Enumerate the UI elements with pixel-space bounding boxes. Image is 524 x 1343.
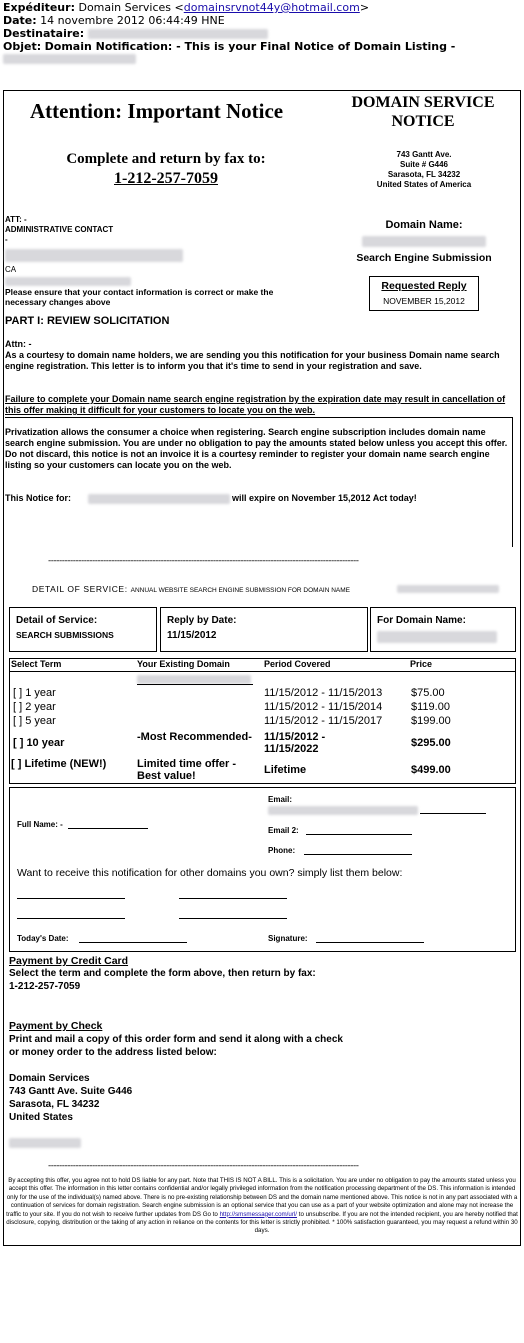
signature-field[interactable] (316, 942, 424, 943)
address-line2: Suite # G446 (399, 160, 449, 169)
redacted-contact-address (5, 249, 183, 262)
redacted-notice-domain (88, 494, 230, 504)
company-address (345, 150, 503, 190)
todays-date-field[interactable] (79, 942, 187, 943)
fax-heading: Complete and return by fax to: (66, 151, 266, 167)
separator-1: ----------------------------------------------------------------------------------------------------------------- (48, 556, 359, 566)
mail-company: Domain Services (9, 1073, 90, 1084)
term-2-year[interactable]: [ ] 2 year (13, 701, 56, 713)
mail-street: 743 Gantt Ave. Suite G446 (9, 1086, 133, 1097)
to-line (3, 27, 84, 40)
header-existing-domain: Your Existing Domain (137, 659, 230, 669)
notice-title-line2: NOTICE (391, 113, 455, 130)
term-10-year[interactable]: [ ] 10 year (13, 737, 65, 749)
para-privatization: Privatization allows the consumer a choice when registering. Search engine subscription includes domain name search engine submission. You are under no obligation to pay the amounts stated below unless you accept this offer. Do not discard, this notice is not an invoice it is a courtesy reminder to register your domain name search engine listing so your customers can locate you on the web. (5, 427, 508, 470)
address-line4: United States of America (376, 180, 472, 189)
requested-reply-date: NOVEMBER 15,2012 (383, 296, 465, 306)
mailing-address (9, 1072, 132, 1124)
attn-line: Attn: - (5, 339, 32, 349)
redacted-subject-domain (3, 54, 136, 64)
redacted-email (268, 806, 418, 815)
period-2-year: 11/15/2012 - 11/15/2014 (264, 701, 383, 713)
date-label: Date: (3, 14, 37, 27)
notice-for-label: This Notice for: (5, 493, 72, 503)
detail-caption-small: ANNUAL WEBSITE SEARCH ENGINE SUBMISSION FOR DOMAIN NAME (130, 587, 350, 594)
full-name-label: Full Name: - (17, 820, 63, 829)
term-5-year[interactable]: [ ] 5 year (13, 715, 56, 727)
ensure-note: Please ensure that your contact information is correct or make the necessary changes above (5, 287, 274, 307)
other-domains-prompt: Want to receive this notification for other domains you own? simply list them below: (17, 867, 403, 879)
address-line1: 743 Gantt Ave. (396, 150, 452, 159)
detail-of-service-value: SEARCH SUBMISSIONS (16, 630, 114, 640)
to-label: Destinataire: (3, 27, 85, 40)
for-domain-name-label: For Domain Name: (377, 615, 466, 626)
search-engine-submission: Search Engine Submission (356, 252, 492, 264)
contact-dash: - (5, 235, 8, 244)
other-domain-field-1[interactable] (17, 898, 125, 899)
att-line: ATT: - (5, 215, 27, 224)
fax-number: 1-212-257-7059 (114, 170, 218, 187)
phone-label: Phone: (268, 846, 296, 855)
from-name: Domain Services < (78, 1, 184, 14)
redacted-existing-domain (137, 675, 251, 684)
period-10-year: 11/15/2012 - 11/15/2022 (264, 731, 326, 755)
from-label: Expéditeur: (3, 1, 75, 14)
pricing-header-rule (9, 671, 516, 672)
date-line (3, 14, 225, 27)
redacted-domain-name (362, 236, 486, 247)
subject-value: Domain Notification: - This is your Final Notice of Domain Listing - (44, 40, 456, 53)
credit-card-fax: 1-212-257-7059 (9, 981, 81, 992)
unsubscribe-link[interactable]: http://smsmessager.com/url/ (219, 1210, 297, 1218)
detail-caption-big: DETAIL OF SERVICE: (32, 584, 128, 594)
requested-reply-box (369, 276, 479, 311)
reply-by-date-value: 11/15/2012 (167, 630, 217, 641)
reply-by-date-box (160, 607, 368, 652)
todays-date-label: Today's Date: (17, 934, 69, 943)
expire-text: will expire on November 15,2012 Act today! (232, 493, 417, 503)
notice-title-line1: DOMAIN SERVICE (351, 94, 495, 111)
price-1-year: $75.00 (411, 687, 445, 699)
existing-domain-underline (137, 684, 253, 685)
email-field[interactable] (420, 813, 486, 814)
para-divider (5, 417, 513, 418)
detail-caption (32, 584, 350, 594)
full-name-field[interactable] (68, 828, 148, 829)
subject-label: Objet: (3, 40, 42, 53)
from-line (3, 1, 369, 14)
period-1-year: 11/15/2012 - 11/15/2013 (264, 687, 383, 699)
contact-block (5, 215, 113, 245)
mail-city: Sarasota, FL 34232 (9, 1099, 100, 1110)
header-select-term: Select Term (11, 659, 62, 669)
from-email-link[interactable]: domainsrvnot44y@hotmail.com (183, 1, 360, 14)
price-10-year: $295.00 (411, 737, 451, 749)
mail-country: United States (9, 1112, 73, 1123)
term-1-year[interactable]: [ ] 1 year (13, 687, 56, 699)
date-value: 14 novembre 2012 06:44:49 HNE (40, 14, 225, 27)
period-5-year: 11/15/2012 - 11/15/2017 (264, 715, 383, 727)
separator-2: ----------------------------------------------------------------------------------------------------------------- (48, 1161, 359, 1171)
email-label: Email: (268, 795, 293, 804)
header-period-covered: Period Covered (264, 659, 331, 669)
other-domain-field-3[interactable] (17, 918, 125, 919)
signature-label: Signature: (268, 934, 308, 943)
contact-state: CA (5, 265, 17, 274)
footer-text-before: By accepting this offer, you agree not to hold DS liable for any part. Note that THIS IS NOT A BILL. This is a solicitation. You are under no obligation to pay the amounts stated unless you accept this offer. The information in this letter contains confidential and/or legally privileged information from the notification processing department of the DS. This information is intended only for the use of the individual(s) named above. There is no pre-existing relationship between DS and the domain name mentioned above. This notice is not in any part associated with a continuation of services for domain registration. Search engine submission is an optional service that you can use as a part of your website optimization and alone may not increase the traffic to your site. If you do not wish to receive further updates from DS Go to (6, 1177, 518, 1218)
requested-reply-label: Requested Reply (381, 280, 467, 292)
redacted-recipient (88, 29, 268, 39)
email2-field[interactable] (306, 834, 412, 835)
for-domain-name-box (370, 607, 516, 652)
check-heading: Payment by Check (9, 1020, 103, 1032)
note-10-year: -Most Recommended- (137, 731, 252, 743)
redacted-contact-phone (5, 277, 131, 286)
price-5-year: $199.00 (411, 715, 451, 727)
check-text: Print and mail a copy of this order form and send it along with a check or money order to the address listed below: (9, 1034, 343, 1058)
redacted-for-domain (377, 631, 497, 643)
other-domain-field-4[interactable] (179, 918, 287, 919)
para-courtesy: As a courtesy to domain name holders, we are sending you this notification for your business Domain name search engine registration. This letter is to inform you that it's time to send in your registration and save. (5, 350, 500, 371)
address-line3: Sarasota, FL 34232 (387, 170, 461, 179)
price-2-year: $119.00 (411, 701, 450, 713)
price-lifetime: $499.00 (411, 764, 451, 776)
period-lifetime: Lifetime (264, 764, 307, 776)
attention-heading: Attention: Important Notice (30, 99, 284, 123)
credit-card-text: Select the term and complete the form above, then return by fax: (9, 968, 316, 979)
redacted-signoff (9, 1138, 81, 1148)
other-domain-field-2[interactable] (179, 898, 287, 899)
header-price: Price (410, 659, 433, 669)
from-close: > (359, 1, 370, 14)
notice-title (330, 93, 516, 131)
phone-field[interactable] (304, 854, 412, 855)
redacted-detail-domain (397, 585, 499, 593)
footer-disclaimer (6, 1177, 518, 1236)
para-failure: Failure to complete your Domain name search engine registration by the expiration date may result in cancellation of this offer making it difficult for your customers to locate you on the web. (5, 394, 506, 415)
credit-card-heading: Payment by Credit Card (9, 955, 129, 967)
note-lifetime: Limited time offer - Best value! (137, 758, 237, 782)
detail-of-service-label: Detail of Service: (16, 615, 98, 626)
reply-by-date-label: Reply by Date: (167, 615, 237, 626)
domain-name-label: Domain Name: (385, 219, 463, 231)
term-lifetime[interactable]: [ ] Lifetime (NEW!) (11, 758, 107, 770)
footer-text-after: to unsubscribe. If you are not the intended recipient, you are hereby notified that disclosure, copying, distribution or the taking of any action in reliance on the contents for this letter is strictly prohibited. * 100% satisfaction guaranteed, you may request a refund within 30 days. (6, 1210, 518, 1235)
subject-line (3, 40, 455, 53)
detail-of-service-box (9, 607, 157, 652)
email2-label: Email 2: (268, 826, 299, 835)
admin-contact: ADMINISTRATIVE CONTACT (5, 225, 114, 234)
part1-heading: PART I: REVIEW SOLICITATION (5, 315, 170, 327)
